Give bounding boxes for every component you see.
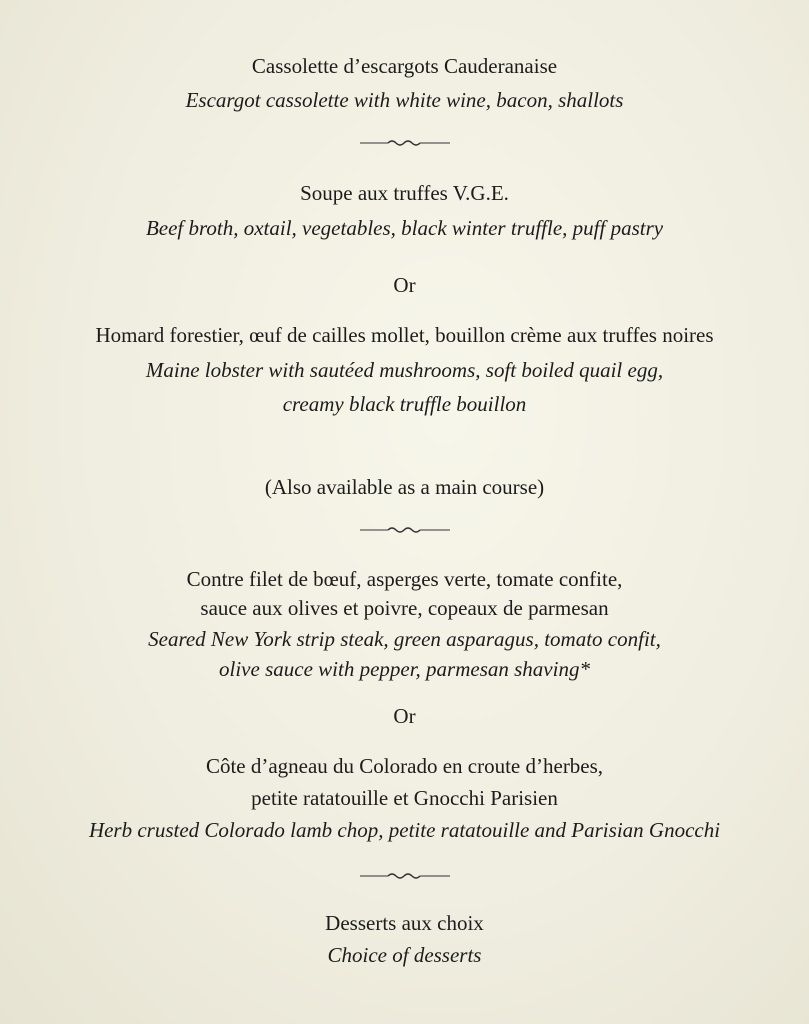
divider-ornament-3 (0, 870, 809, 882)
course-2-note: (Also available as a main course) (264, 475, 545, 499)
course-3-english-line-1: Seared New York strip steak, green asparagus, tomato confit, (148, 627, 661, 651)
course-3-french-line-2: sauce aux olives et poivre, copeaux de parmesan (200, 596, 609, 620)
course-2-alt-french-title: Homard forestier, œuf de cailles mollet, bouillon crème aux truffes noires (95, 323, 714, 347)
divider-ornament-1 (0, 137, 809, 149)
course-4-french-title: Desserts aux choix (325, 911, 484, 935)
course-2-french-title: Soupe aux truffes V.G.E. (300, 181, 509, 205)
course-3-alt-french-line-2: petite ratatouille et Gnocchi Parisien (251, 786, 558, 810)
course-2-or-separator: Or (393, 273, 416, 297)
divider-ornament-2 (0, 524, 809, 536)
course-3-english-line-2: olive sauce with pepper, parmesan shaving* (219, 657, 590, 681)
course-2-alt-english-line-1: Maine lobster with sautéed mushrooms, soft boiled quail egg, (145, 358, 664, 382)
course-1-french-title: Cassolette d’escargots Cauderanaise (251, 54, 558, 78)
course-3-alt-french-line-1: Côte d’agneau du Colorado en croute d’herbes, (205, 754, 604, 778)
course-2-alt-english-line-2: creamy black truffle bouillon (282, 392, 527, 416)
course-1-english-description: Escargot cassolette with white wine, bacon, shallots (185, 88, 624, 112)
course-4-english-description: Choice of desserts (327, 943, 482, 967)
course-3-or-separator: Or (393, 704, 416, 728)
course-3-french-line-1: Contre filet de bœuf, asperges verte, tomate confite, (186, 567, 623, 591)
course-2-english-description: Beef broth, oxtail, vegetables, black winter truffle, puff pastry (145, 216, 664, 240)
course-3-alt-english-line-1: Herb crusted Colorado lamb chop, petite ratatouille and Parisian Gnocchi (88, 818, 721, 842)
